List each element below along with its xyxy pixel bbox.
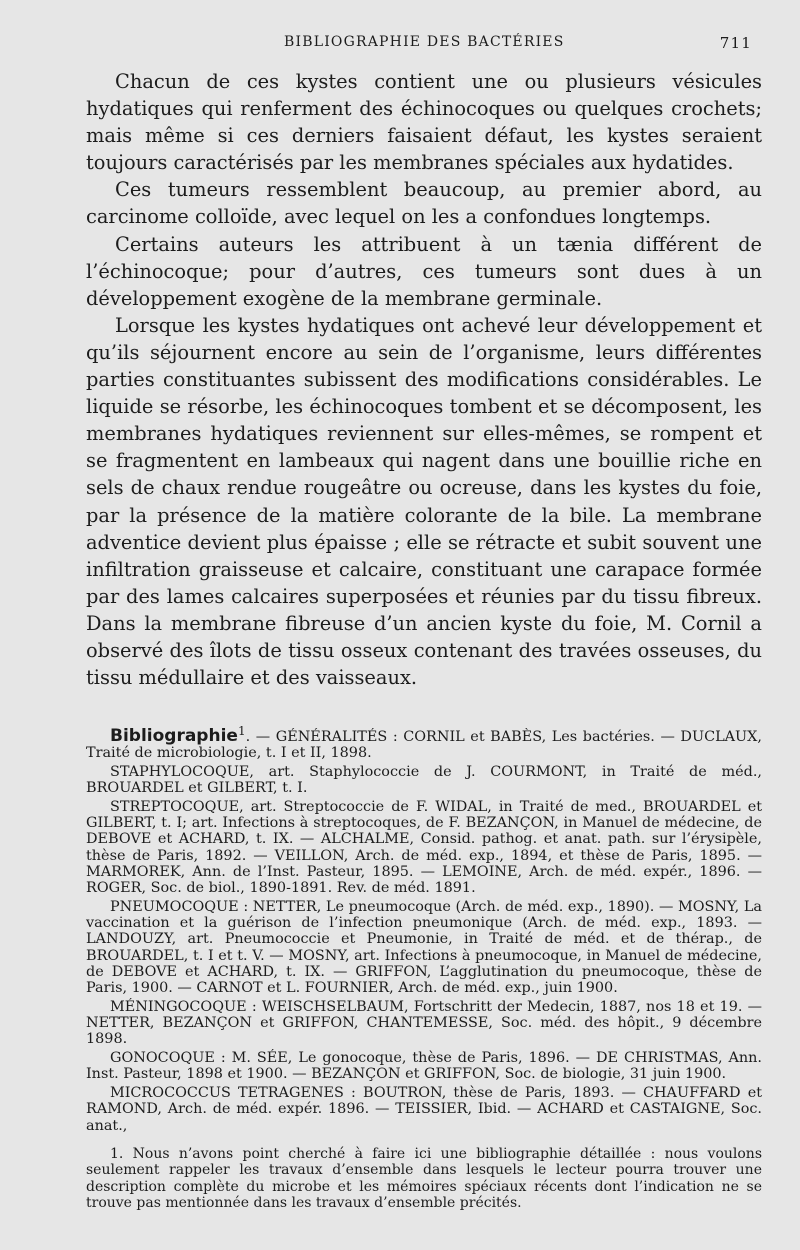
running-title: BIBLIOGRAPHIE DES BACTÉRIES	[284, 34, 565, 50]
body-text	[86, 68, 762, 691]
page-number: 711	[719, 34, 752, 52]
bibliography-entry: GONOCOQUE : M. SÉE, Le gonocoque, thèse de Paris, 1896. — DE CHRISTMAS, Ann. Inst. Pasteur, 1898 et 1900. — BEZANÇON et GRIFFON, Soc. de biologie, 31 juin 1900.	[86, 1050, 762, 1083]
bibliography-entry: PNEUMOCOQUE : NETTER, Le pneumocoque (Arch. de méd. exp., 1890). — MOSNY, La vaccination et la guérison de l’infection pneumonique (Arch. de méd. exp., 1893. — LANDOUZY, art. Pneumococcie et Pneumonie, in Traité de méd. et de thérap., de BROUARDEL, t. I et t. V. — MOSNY, art. Infections à pneumocoque, in Manuel de médecine, de DEBOVE et ACHARD, t. IX. — GRIFFON, L’agglutination du pneumocoque, thèse de Paris, 1900. — CARNOT et L. FOURNIER, Arch. de méd. exp., juin 1900.	[86, 898, 762, 997]
bibliography-entry	[86, 723, 762, 761]
body-paragraph: Ces tumeurs ressemblent beaucoup, au premier abord, au carcinome colloïde, avec lequel on les a confondues longtemps.	[86, 178, 762, 229]
bibliography-entry: MICROCOCCUS TETRAGENES : BOUTRON, thèse de Paris, 1893. — CHAUFFARD et RAMOND, Arch. de méd. expér. 1896. — TEISSIER, Ibid. — ACHARD et CASTAIGNE, Soc. anat.,	[86, 1084, 762, 1134]
footnote-marker: 1	[237, 724, 246, 739]
bibliography-entry: STAPHYLOCOQUE, art. Staphylococcie de J. COURMONT, in Traité de méd., BROUARDEL et GILBERT, t. I.	[86, 763, 762, 797]
bibliography-entry: STREPTOCOQUE, art. Streptococcie de F. WIDAL, in Traité de med., BROUARDEL et GILBERT, t. I; art. Infections à streptocoques, de F. BEZANÇON, in Manuel de médecine, de DEBOVE et ACHARD, t. IX. — ALCHALME, Consid. pathog. et anat. path. sur l’érysipèle, thèse de Paris, 1892. — VEILLON, Arch. de méd. exp., 1894, et thèse de Paris, 1895. — MARMOREK, Ann. de l’Inst. Pasteur, 1895. — LEMOINE, Arch. de méd. expér., 1896. — ROGER, Soc. de biol., 1890-1891. Rev. de méd. 1891.	[86, 798, 762, 897]
bibliography-heading: Bibliographie	[110, 725, 238, 746]
bibliography-entry-text: . — GÉNÉRALITÉS : CORNIL et BABÈS, Les bactéries. — DUCLAUX, Traité de microbiologie, t. I et II, 1898.	[86, 728, 762, 762]
body-paragraph: Lorsque les kystes hydatiques ont achevé leur développement et qu’ils séjournent encore au sein de l’organisme, leurs différentes parties constituantes subissent des modifications considérables. Le liquide se résorbe, les échinocoques tombent et se décomposent, les membranes hydatiques reviennent sur elles-mêmes, se rompent et se fragmentent en lambeaux qui nagent dans une bouillie riche en sels de chaux rendue rougeâtre ou ocreuse, dans les kystes du foie, par la présence de la matière colorante de la bile. La membrane adventice devient plus épaisse ; elle se rétracte et subit souvent une infiltration graisseuse et calcaire, constituant une carapace formée par des lames calcaires superposées et réunies par du tissu fibreux. Dans la membrane fibreuse d’un ancien kyste du foie, M. Cornil a observé des îlots de tissu osseux contenant des travées osseuses, du tissu médullaire et des vaisseaux.	[86, 313, 762, 690]
footnote-text: 1. Nous n’avons point cherché à faire ici une bibliographie détaillée : nous voulons seulement rappeler les travaux d’ensemble dans lesquels le lecteur pourra trouver une description complète du microbe et les mémoires spéciaux récents dont l’indication ne se trouve pas mentionnée dans les travaux d’ensemble précités.	[86, 1145, 762, 1212]
body-paragraph: Certains auteurs les attribuent à un tænia différent de l’échinocoque; pour d’autres, ces tumeurs sont dues à un développement exogène de la membrane germinale.	[86, 232, 762, 310]
body-paragraph: Chacun de ces kystes contient une ou plusieurs vésicules hydatiques qui renferment des échinocoques ou quelques crochets; mais même si ces derniers faisaient défaut, les kystes seraient toujours caractérisés par les membranes spéciales aux hydatides.	[86, 70, 762, 175]
bibliography-entry: MÉNINGOCOQUE : WEISCHSELBAUM, Fortschritt der Medecin, 1887, nos 18 et 19. — NETTER, BEZANÇON et GRIFFON, CHANTEMESSE, Soc. méd. des hôpit., 9 décembre 1898.	[86, 998, 762, 1048]
bibliography-section	[86, 723, 762, 1134]
footnote	[86, 1146, 762, 1212]
running-head	[86, 30, 762, 58]
